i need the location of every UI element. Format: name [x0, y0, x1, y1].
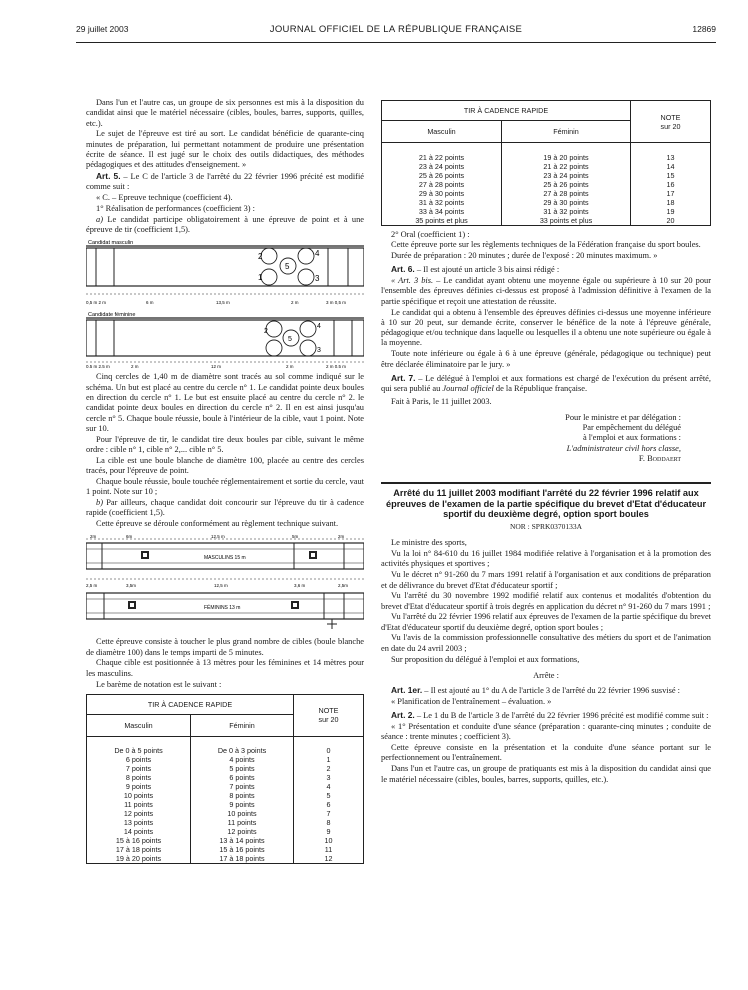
table-heading: TIR À CADENCE RAPIDE: [382, 101, 631, 121]
cell-note: 12: [294, 854, 364, 864]
cell-feminin: 8 points: [191, 791, 294, 800]
table-row: [87, 800, 364, 809]
svg-text:2m: 2m: [338, 535, 345, 540]
note-scale: sur 20: [318, 715, 339, 725]
paragraph: Le ministre des sports,: [391, 538, 467, 548]
article-5: [86, 171, 364, 193]
column-header-feminin: Féminin: [191, 714, 294, 736]
article-text: – Le 1 du B de l'article 3 de l'arrêté du 22 février 1996 précité est modifié comme suit :: [414, 711, 709, 721]
cell-masculin: 12 points: [87, 809, 191, 818]
paragraph: Le sujet de l'épreuve est tiré au sort. Le candidat bénéficie de quarante-cinq minutes de préparation, lui permettant notamment de produire une présentation écrite de séance. Il est jugé sur le choix des outils didactiques, des méthodes pédagogiques et des attitudes d'enseignement. »: [86, 129, 364, 170]
scoring-table-part2: [381, 100, 711, 226]
cell-masculin: 31 à 32 points: [382, 198, 502, 207]
cell-note: 4: [294, 782, 364, 791]
paragraph: 1° Réalisation de performances (coefficient 3) :: [96, 203, 255, 213]
paragraph: Le barème de notation est le suivant :: [96, 679, 222, 689]
nor-reference: NOR : SPRK0370133A: [509, 522, 583, 532]
cell-masculin: 21 à 22 points: [382, 153, 502, 162]
svg-text:12 m: 12 m: [211, 364, 222, 369]
paragraph: Pour l'épreuve de tir, le candidat tire deux boules par cible, suivant le même ordre : cible n° 1, cible n° 2,... cible n° 5.: [86, 434, 364, 454]
cell-note: 16: [631, 180, 711, 189]
paragraph: Vu l'arrêté du 30 novembre 1992 modifié relatif aux contenus et modalités d'obtention du brevet d'Etat d'éducateur sportif à trois degrés en application du décret n° 91-260 du 7 mars 1991 ;: [381, 591, 711, 611]
table-body: [87, 736, 364, 864]
svg-text:0,5 m 2 m: 0,5 m 2 m: [86, 300, 107, 306]
paragraph: [86, 215, 364, 236]
paragraph-text: Par ailleurs, chaque candidat doit concourir sur l'épreuve du tir à cadence rapide (coefficient 1,5).: [86, 497, 364, 518]
table-body: [382, 143, 711, 226]
svg-text:2 m: 2 m: [286, 364, 294, 369]
point-diagram: [86, 238, 364, 368]
cell-feminin: 27 à 28 points: [502, 189, 631, 198]
paragraph: [381, 276, 711, 307]
table-row: [87, 809, 364, 818]
svg-text:4: 4: [317, 323, 321, 331]
cell-feminin: 15 à 16 points: [191, 845, 294, 854]
svg-text:2 m: 2 m: [291, 300, 299, 306]
cell-masculin: 6 points: [87, 755, 191, 764]
signature-line: à l'emploi et aux formations :: [582, 433, 681, 443]
paragraph: Fait à Paris, le 11 juillet 2003.: [391, 397, 492, 407]
svg-text:5m: 5m: [292, 535, 299, 540]
paragraph: « C. – Epreuve technique (coefficient 4).: [96, 193, 233, 203]
cell-note: 18: [631, 198, 711, 207]
cell-feminin: 25 à 26 points: [502, 180, 631, 189]
cell-note: 0: [294, 746, 364, 755]
cell-feminin: 11 points: [191, 818, 294, 827]
page-header: [76, 24, 716, 42]
article-text-end: de la République française.: [493, 384, 588, 394]
svg-text:2 m: 2 m: [131, 364, 139, 369]
cell-feminin: De 0 à 3 points: [191, 746, 294, 755]
cell-masculin: 7 points: [87, 764, 191, 773]
paragraph: La cible est une boule blanche de diamètre 100, placée au centre des cercles tracés, pour l'épreuve de point.: [86, 455, 364, 476]
cell-note: 9: [294, 827, 364, 836]
cell-masculin: De 0 à 5 points: [87, 746, 191, 755]
paragraph: Chaque boule réussie, boule touchée réglementairement et sortie du cercle, vaut 1 point. Note sur 10 ;: [86, 476, 364, 497]
right-column: [381, 100, 711, 785]
paragraph: Toute note inférieure ou égale à 6 à une épreuve (générale, pédagogique ou technique) peut être déclarée éliminatoire par le jury. »: [381, 349, 711, 369]
paragraph-text: – Le candidat ayant obtenu une moyenne égale ou supérieure à 10 sur 20 pour l'ensemble des épreuves définies ci-dessus est proposé à l'admission définitive à l'examen de la partie spécifique et reçoit une attestation de réussite.: [381, 276, 711, 306]
svg-text:3: 3: [315, 274, 320, 284]
article-1: [381, 685, 711, 696]
paragraph: Vu l'arrêté du 22 février 1996 relatif aux épreuves de l'examen de la partie spécifique du brevet d'Etat d'éducateur sportif du deuxième degré, option sport boules ;: [381, 612, 711, 632]
paragraph: Cette épreuve porte sur les règlements techniques de la Fédération française du sport boules.: [391, 240, 701, 250]
table-row: [382, 198, 711, 207]
cell-masculin: 33 à 34 points: [382, 207, 502, 216]
article-label: Art. 5.: [96, 171, 121, 182]
svg-text:3: 3: [317, 347, 321, 355]
table-row: [382, 153, 711, 162]
cell-note: 2: [294, 764, 364, 773]
note-header: [631, 101, 711, 143]
arrete-title: Arrêté du 11 juillet 2003 modifiant l'arrêté du 22 février 1996 relatif aux épreuves de l'examen de la partie spécifique du brevet d'Etat d'éducateur sportif du deuxième degré, option sport boules: [381, 482, 711, 520]
svg-text:0,5 m 2,5 m: 0,5 m 2,5 m: [86, 364, 110, 369]
note-scale: sur 20: [660, 121, 681, 131]
signature-line: Pour le ministre et par délégation :: [565, 412, 681, 422]
paragraph: 2° Oral (coefficient 1) :: [391, 229, 470, 239]
header-page-number: 12869: [692, 24, 716, 34]
paragraph: Vu la loi n° 84-610 du 16 juillet 1984 modifiée relative à l'organisation et à la promotion des activités physiques et sportives ;: [381, 549, 711, 569]
signatory-name: F. Boddaert: [638, 453, 681, 463]
paragraph: Chaque cible est positionnée à 13 mètres pour les féminines et 14 mètres pour les masculins.: [86, 658, 364, 678]
cell-feminin: 6 points: [191, 773, 294, 782]
cell-masculin: 17 à 18 points: [87, 845, 191, 854]
cell-feminin: 12 points: [191, 827, 294, 836]
paragraph: « Planification de l'entraînement – évaluation. »: [391, 696, 552, 706]
paragraph: Cette épreuve se déroule conformément au règlement technique suivant.: [96, 519, 339, 529]
rapid-fire-diagram: [86, 535, 364, 631]
cell-note: 7: [294, 809, 364, 818]
svg-text:5: 5: [285, 262, 290, 272]
paragraph: Sur proposition du délégué à l'emploi et aux formations,: [391, 654, 580, 664]
paragraph: Dans l'un et l'autre cas, un groupe de pratiquants est mis à la disposition du candidat ainsi que le matériel nécessaire (cibles, boules, barres, supports, quilles, etc.).: [381, 764, 711, 784]
paragraph: Cinq cercles de 1,40 m de diamètre sont tracés au sol comme indiqué sur le schéma. Un but est placé au centre du cercle n° 1. Le candidat pointe deux boules en direction du cercle n° 1. Le but est ensuite placé au centre du cercle n° 2. le candidat pointe deux boules en direction du cercle n° 2. Il en est ainsi jusqu'au cercle n° 5. Chaque boule réussie, boule à l'intérieur de la cible, vaut 1 point. Note sur 10.: [86, 372, 364, 433]
cell-masculin: 19 à 20 points: [87, 854, 191, 864]
cell-feminin: 17 à 18 points: [191, 854, 294, 864]
svg-text:6 m: 6 m: [146, 300, 154, 306]
paragraph: Le candidat qui a obtenu à l'ensemble des épreuves définies ci-dessus une moyenne inférieure à 10 sur 20 peut, sur demande écrite, conserver le bénéfice de la note à l'épreuve générale, pédagogique et/ou technique dans laquelle ou lesquelles il a obtenu une note supérieure ou égale à la moyenne.: [381, 307, 711, 348]
paragraph: Cette épreuve consiste à toucher le plus grand nombre de cibles (boule blanche de diamètre 100) dans le temps imparti de 5 minutes.: [86, 637, 364, 657]
column-header-masculin: Masculin: [87, 714, 191, 736]
paragraph: Cette épreuve consiste en la présentation et la conduite d'une séance portant sur le perfectionnement ou l'entraînement.: [381, 743, 711, 763]
paragraph-text: Le candidat participe obligatoirement à une épreuve de point et à une épreuve de tir (coefficient 1,5).: [86, 214, 364, 235]
article-6: [381, 264, 711, 275]
table-row: [382, 189, 711, 198]
svg-text:1: 1: [258, 273, 263, 283]
paragraph: Dans l'un et l'autre cas, un groupe de six personnes est mis à la disposition du candidat ainsi que le matériel nécessaire (cibles, boules, barres, supports, quilles, etc.).: [86, 98, 364, 128]
cell-feminin: 31 à 32 points: [502, 207, 631, 216]
table-row: [87, 755, 364, 764]
column-header-feminin: Féminin: [502, 121, 631, 143]
table-row: [382, 207, 711, 216]
cell-note: 10: [294, 836, 364, 845]
cell-masculin: 11 points: [87, 800, 191, 809]
journal-name: Journal officiel: [442, 384, 494, 394]
cell-masculin: 14 points: [87, 827, 191, 836]
cell-feminin: 19 à 20 points: [502, 153, 631, 162]
lane-label-masculins: MASCULINS 15 m: [204, 555, 246, 562]
svg-text:6m: 6m: [126, 535, 133, 540]
article-text: – Le C de l'article 3 de l'arrêté du 22 février 1996 précité est modifié comme suit :: [86, 172, 364, 192]
cell-feminin: 10 points: [191, 809, 294, 818]
cell-feminin: 13 à 14 points: [191, 836, 294, 845]
svg-text:12,5 m: 12,5 m: [214, 583, 228, 589]
article-label: Art. 7.: [391, 372, 416, 383]
article-text: – Il est ajouté un article 3 bis ainsi rédigé :: [414, 265, 560, 275]
cell-feminin: 21 à 22 points: [502, 162, 631, 171]
cell-note: 1: [294, 755, 364, 764]
paragraph: Vu le décret n° 91-260 du 7 mars 1991 relatif à l'organisation et aux conditions de préparation et de délivrance du brevet d'Etat d'éducateur sportif ;: [381, 570, 711, 590]
cell-note: 19: [631, 207, 711, 216]
cell-feminin: 7 points: [191, 782, 294, 791]
table-row: [87, 746, 364, 755]
note-header: [294, 694, 364, 736]
paragraph: [86, 498, 364, 519]
svg-text:5: 5: [288, 336, 292, 344]
lane-label-feminins: FÉMININS 13 m: [204, 605, 241, 612]
paragraph: Durée de préparation : 20 minutes ; durée de l'exposé : 20 minutes maximum. »: [391, 251, 658, 261]
article-ref: « Art. 3: [391, 276, 419, 286]
header-journal-title: JOURNAL OFFICIEL DE LA RÉPUBLIQUE FRANÇAISE: [269, 24, 523, 35]
cell-feminin: 23 à 24 points: [502, 171, 631, 180]
table-row: [87, 773, 364, 782]
table-row: [87, 836, 364, 845]
cell-masculin: 25 à 26 points: [382, 171, 502, 180]
cell-masculin: 29 à 30 points: [382, 189, 502, 198]
item-letter: a): [96, 214, 103, 224]
cell-note: 11: [294, 845, 364, 854]
svg-text:2: 2: [264, 328, 268, 336]
table-heading: TIR À CADENCE RAPIDE: [87, 694, 294, 714]
svg-text:4: 4: [315, 249, 320, 259]
signature-line: Par empêchement du délégué: [582, 423, 681, 433]
cell-masculin: 9 points: [87, 782, 191, 791]
article-label: Art. 1er.: [391, 685, 423, 696]
svg-text:13,5 m: 13,5 m: [216, 300, 230, 306]
cell-note: 3: [294, 773, 364, 782]
table-row: [87, 782, 364, 791]
note-label: NOTE: [660, 112, 681, 122]
svg-text:2,5 m: 2,5 m: [86, 583, 98, 589]
left-column: [86, 98, 364, 864]
table-row: [87, 845, 364, 854]
table-row: [382, 171, 711, 180]
paragraph: Vu l'avis de la commission professionnelle consultative des métiers du sport et de l'animation en date du 24 avril 2003 ;: [381, 633, 711, 653]
cell-masculin: 10 points: [87, 791, 191, 800]
signature-line: L'administrateur civil hors classe,: [566, 443, 681, 453]
svg-text:3,5m: 3,5m: [126, 583, 137, 589]
cell-note: 17: [631, 189, 711, 198]
table-row: [87, 854, 364, 864]
cell-masculin: 8 points: [87, 773, 191, 782]
svg-text:2,5m: 2,5m: [338, 583, 349, 589]
cell-note: 15: [631, 171, 711, 180]
cell-feminin: 9 points: [191, 800, 294, 809]
header-date: 29 juillet 2003: [76, 24, 129, 34]
table-row: [87, 791, 364, 800]
svg-text:3,6 m: 3,6 m: [294, 583, 306, 589]
cell-masculin: 15 à 16 points: [87, 836, 191, 845]
cell-feminin: 33 points et plus: [502, 216, 631, 226]
cell-masculin: 35 points et plus: [382, 216, 502, 226]
article-2: [381, 710, 711, 721]
article-text: – Il est ajouté au 1° du A de l'article 3 de l'arrêté du 22 février 1996 susvisé :: [422, 686, 680, 696]
diagram-label-masculin: Candidat masculin: [88, 240, 134, 247]
article-label: Art. 6.: [391, 264, 415, 275]
article-text: – Le délégué à l'emploi et aux formations est chargé de l'exécution du présent arrêté, qui sera publié au: [381, 373, 711, 394]
svg-text:2 m 0,5 m: 2 m 0,5 m: [326, 364, 347, 369]
header-rule: [76, 42, 716, 43]
table-row: [87, 827, 364, 836]
column-header-masculin: Masculin: [382, 121, 502, 143]
paragraph: « 1° Présentation et conduite d'une séance (préparation : quarante-cinq minutes ; conduite de séance : trente minutes ; coefficient 3).: [381, 722, 711, 742]
signature-block: [381, 413, 711, 464]
cell-masculin: 13 points: [87, 818, 191, 827]
svg-text:2m: 2m: [90, 535, 97, 540]
cell-feminin: 4 points: [191, 755, 294, 764]
item-letter: b): [96, 497, 103, 507]
article-label: Art. 2.: [391, 710, 415, 721]
article-7: [381, 373, 711, 395]
cell-note: 13: [631, 153, 711, 162]
table-row: [382, 216, 711, 226]
cell-feminin: 29 à 30 points: [502, 198, 631, 207]
table-row: [382, 180, 711, 189]
note-label: NOTE: [318, 706, 339, 716]
cell-note: 6: [294, 800, 364, 809]
cell-note: 5: [294, 791, 364, 800]
svg-text:12,5 m: 12,5 m: [211, 535, 225, 540]
article-ref-suffix: bis.: [418, 276, 434, 286]
table-row: [87, 764, 364, 773]
table-row: [87, 818, 364, 827]
cell-note: 14: [631, 162, 711, 171]
cell-masculin: 27 à 28 points: [382, 180, 502, 189]
cell-note: 8: [294, 818, 364, 827]
diagram-label-feminine: Candidate féminine: [88, 312, 136, 319]
table-row: [382, 162, 711, 171]
arrete-word: Arrête :: [533, 670, 559, 680]
cell-feminin: 5 points: [191, 764, 294, 773]
svg-text:2: 2: [258, 252, 263, 262]
svg-text:3 m 0,5 m: 3 m 0,5 m: [326, 300, 347, 306]
scoring-table-part1: [86, 694, 364, 865]
cell-masculin: 23 à 24 points: [382, 162, 502, 171]
cell-note: 20: [631, 216, 711, 226]
